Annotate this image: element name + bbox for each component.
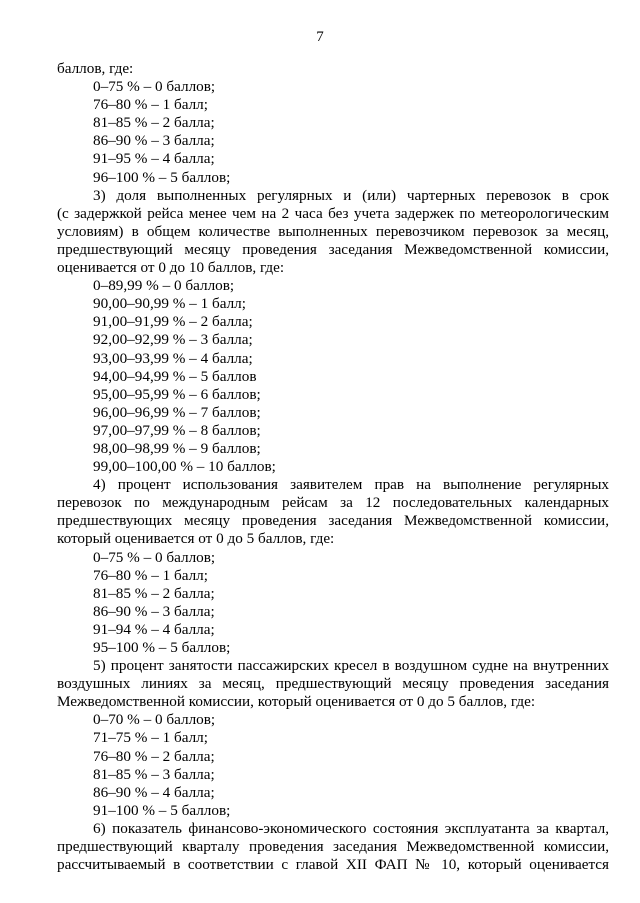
- document-body: [57, 60, 609, 874]
- list-item: 76–80 % – 1 балл;: [93, 566, 208, 584]
- paragraph-line: предшествующий месяцу проведения заседания Межведомственной комиссии,: [57, 240, 609, 258]
- list-item: 95–100 % – 5 баллов;: [93, 639, 231, 656]
- list-item: 91–94 % – 4 балла;: [93, 620, 215, 638]
- list-item: 86–90 % – 4 балла;: [93, 783, 215, 801]
- paragraph-line: рассчитываемый в соответствии с главой XII ФАП № 10, который оценивается: [57, 856, 609, 874]
- list-item: 81–85 % – 3 балла;: [93, 765, 215, 783]
- list-item: 71–75 % – 1 балл;: [93, 729, 208, 747]
- list-item: 81–85 % – 2 балла;: [93, 584, 215, 602]
- paragraph-line: перевозок по международным рейсам за 12 последовательных календарных: [57, 494, 609, 512]
- paragraph-line: 3) доля выполненных регулярных и (или) чартерных перевозок в срок: [93, 186, 609, 204]
- page-number: 7: [316, 29, 324, 45]
- list-item: 90,00–90,99 % – 1 балл;: [93, 295, 246, 313]
- paragraph-line: условиям) в общем количестве выполненных перевозчиком перевозок за месяц,: [57, 222, 609, 240]
- list-item: 76–80 % – 2 балла;: [93, 747, 215, 765]
- list-item: 0–75 % – 0 баллов;: [93, 78, 216, 96]
- list-item: 81–85 % – 2 балла;: [93, 114, 215, 132]
- paragraph-line: (с задержкой рейса менее чем на 2 часа без учета задержек по метеорологическим: [57, 204, 609, 222]
- paragraph-line: оценивается от 0 до 10 баллов, где:: [57, 259, 285, 277]
- paragraph-line: предшествующих месяцу проведения заседания Межведомственной комиссии,: [57, 512, 609, 530]
- paragraph-line: 6) показатель финансово-экономического состояния эксплуатанта за квартал,: [93, 819, 609, 837]
- list-item: 76–80 % – 1 балл;: [93, 96, 208, 114]
- list-item: 0–89,99 % – 0 баллов;: [93, 277, 235, 295]
- list-item: 95,00–95,99 % – 6 баллов;: [93, 385, 261, 403]
- list-item: 97,00–97,99 % – 8 баллов;: [93, 421, 261, 439]
- list-item: 86–90 % – 3 балла;: [93, 132, 215, 150]
- list-item: 92,00–92,99 % – 3 балла;: [93, 331, 253, 349]
- list-item: 96–100 % – 5 баллов;: [93, 168, 231, 186]
- paragraph-line: воздушных линиях за месяц, предшествующий месяцу проведения заседания: [57, 675, 609, 693]
- list-item: 99,00–100,00 % – 10 баллов;: [93, 458, 276, 476]
- list-item: 94,00–94,99 % – 5 баллов: [93, 367, 257, 385]
- list-item: 91–100 % – 5 баллов;: [93, 801, 231, 819]
- paragraph-line: предшествующий кварталу проведения заседания Межведомственной комиссии,: [57, 838, 609, 856]
- list-item: 93,00–93,99 % – 4 балла;: [93, 349, 253, 367]
- paragraph-line: 5) процент занятости пассажирских кресел в воздушном судне на внутренних: [93, 657, 609, 675]
- paragraph-line: который оценивается от 0 до 5 баллов, где:: [57, 530, 335, 548]
- list-item: 96,00–96,99 % – 7 баллов;: [93, 403, 261, 421]
- paragraph-line: Межведомственной комиссии, который оценивается от 0 до 5 баллов, где:: [57, 693, 536, 711]
- list-item: 0–70 % – 0 баллов;: [93, 711, 216, 729]
- list-item: 0–75 % – 0 баллов;: [93, 548, 216, 566]
- list-item: 91–95 % – 4 балла;: [93, 150, 215, 168]
- paragraph-line: 4) процент использования заявителем прав на выполнение регулярных: [93, 476, 609, 494]
- list-item: 91,00–91,99 % – 2 балла;: [93, 313, 253, 331]
- paragraph-line: баллов, где:: [57, 60, 134, 77]
- list-item: 86–90 % – 3 балла;: [93, 602, 215, 620]
- list-item: 98,00–98,99 % – 9 баллов;: [93, 439, 261, 457]
